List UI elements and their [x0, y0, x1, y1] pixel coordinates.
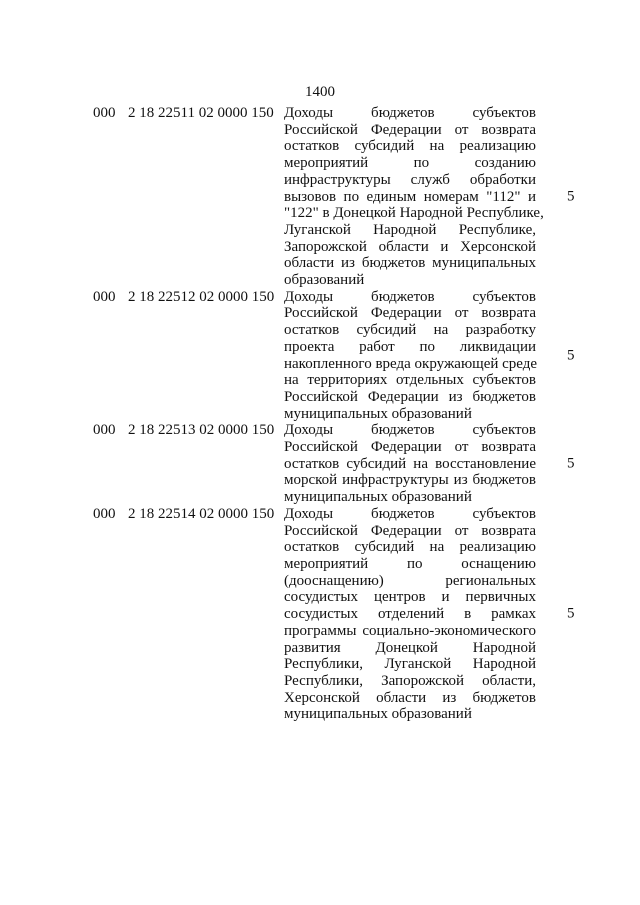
description-line: вызовов по единым номерам "112" и — [284, 188, 536, 205]
description-line: Доходы бюджетов субъектов — [284, 422, 536, 439]
description-line: остатков субсидий на реализацию — [284, 539, 536, 556]
amount-value: 5 — [567, 455, 575, 472]
revenue-description — [284, 289, 536, 423]
description-line: мероприятий по созданию — [284, 155, 536, 172]
description-line: муниципальных образований — [284, 405, 472, 422]
description-line: Доходы бюджетов субъектов — [284, 288, 536, 305]
description-line: "122" в Донецкой Народной Республике, — [284, 205, 544, 222]
description-line: Российской Федерации из бюджетов — [284, 388, 536, 405]
description-line: Республики, Запорожской области, — [284, 672, 536, 689]
description-line: Доходы бюджетов субъектов — [284, 105, 536, 121]
description-line: муниципальных образований — [284, 706, 472, 723]
description-line: (дооснащению) региональных — [284, 572, 536, 589]
description-line: остатков субсидий на реализацию — [284, 138, 536, 155]
description-line: программы социально-экономического — [284, 622, 536, 639]
description-line: сосудистых отделений в рамках — [284, 606, 536, 623]
budget-classification-code: 2 18 22514 02 0000 150 — [128, 505, 275, 522]
admin-code: 000 — [93, 505, 116, 522]
description-line: остатков субсидий на разработку — [284, 322, 536, 339]
description-line: Российской Федерации от возврата — [284, 522, 536, 539]
description-line: Доходы бюджетов субъектов — [284, 505, 536, 522]
table-row — [93, 422, 593, 506]
description-line: Российской Федерации от возврата — [284, 121, 536, 138]
budget-classification-code: 2 18 22511 02 0000 150 — [128, 105, 274, 121]
budget-classification-code: 2 18 22513 02 0000 150 — [128, 422, 275, 439]
admin-code: 000 — [93, 105, 116, 121]
description-line: накопленного вреда окружающей среде — [284, 355, 538, 372]
description-line: образований — [284, 272, 365, 289]
description-line: Запорожской области и Херсонской — [284, 238, 536, 255]
description-line: Херсонской области из бюджетов — [284, 689, 536, 706]
revenue-description — [284, 105, 544, 289]
table-row — [93, 506, 593, 723]
table-row — [93, 105, 593, 289]
description-line: проекта работ по ликвидации — [284, 338, 536, 355]
description-line: мероприятий по оснащению — [284, 555, 536, 572]
admin-code: 000 — [93, 422, 116, 439]
budget-classification-code: 2 18 22512 02 0000 150 — [128, 288, 275, 305]
amount-value: 5 — [567, 188, 575, 205]
revenue-description — [284, 422, 536, 506]
description-line: развития Донецкой Народной — [284, 639, 536, 656]
description-line: области из бюджетов муниципальных — [284, 255, 536, 272]
revenue-codes-table — [93, 105, 593, 723]
description-line: остатков субсидий на восстановление — [284, 455, 536, 472]
description-line: Луганской Народной Республике, — [284, 221, 536, 238]
description-line: морской инфраструктуры из бюджетов — [284, 472, 536, 489]
description-line: сосудистых центров и первичных — [284, 589, 536, 606]
description-line: Российской Федерации от возврата — [284, 439, 536, 456]
revenue-description — [284, 506, 536, 723]
description-line: муниципальных образований — [284, 489, 472, 506]
admin-code: 000 — [93, 288, 116, 305]
amount-value: 5 — [567, 347, 575, 364]
table-row — [93, 289, 593, 423]
description-line: Республики, Луганской Народной — [284, 656, 536, 673]
page-number: 1400 — [305, 84, 335, 100]
description-line: на территориях отдельных субъектов — [284, 372, 536, 389]
amount-value: 5 — [567, 606, 575, 623]
description-line: Российской Федерации от возврата — [284, 305, 536, 322]
description-line: инфраструктуры служб обработки — [284, 171, 536, 188]
